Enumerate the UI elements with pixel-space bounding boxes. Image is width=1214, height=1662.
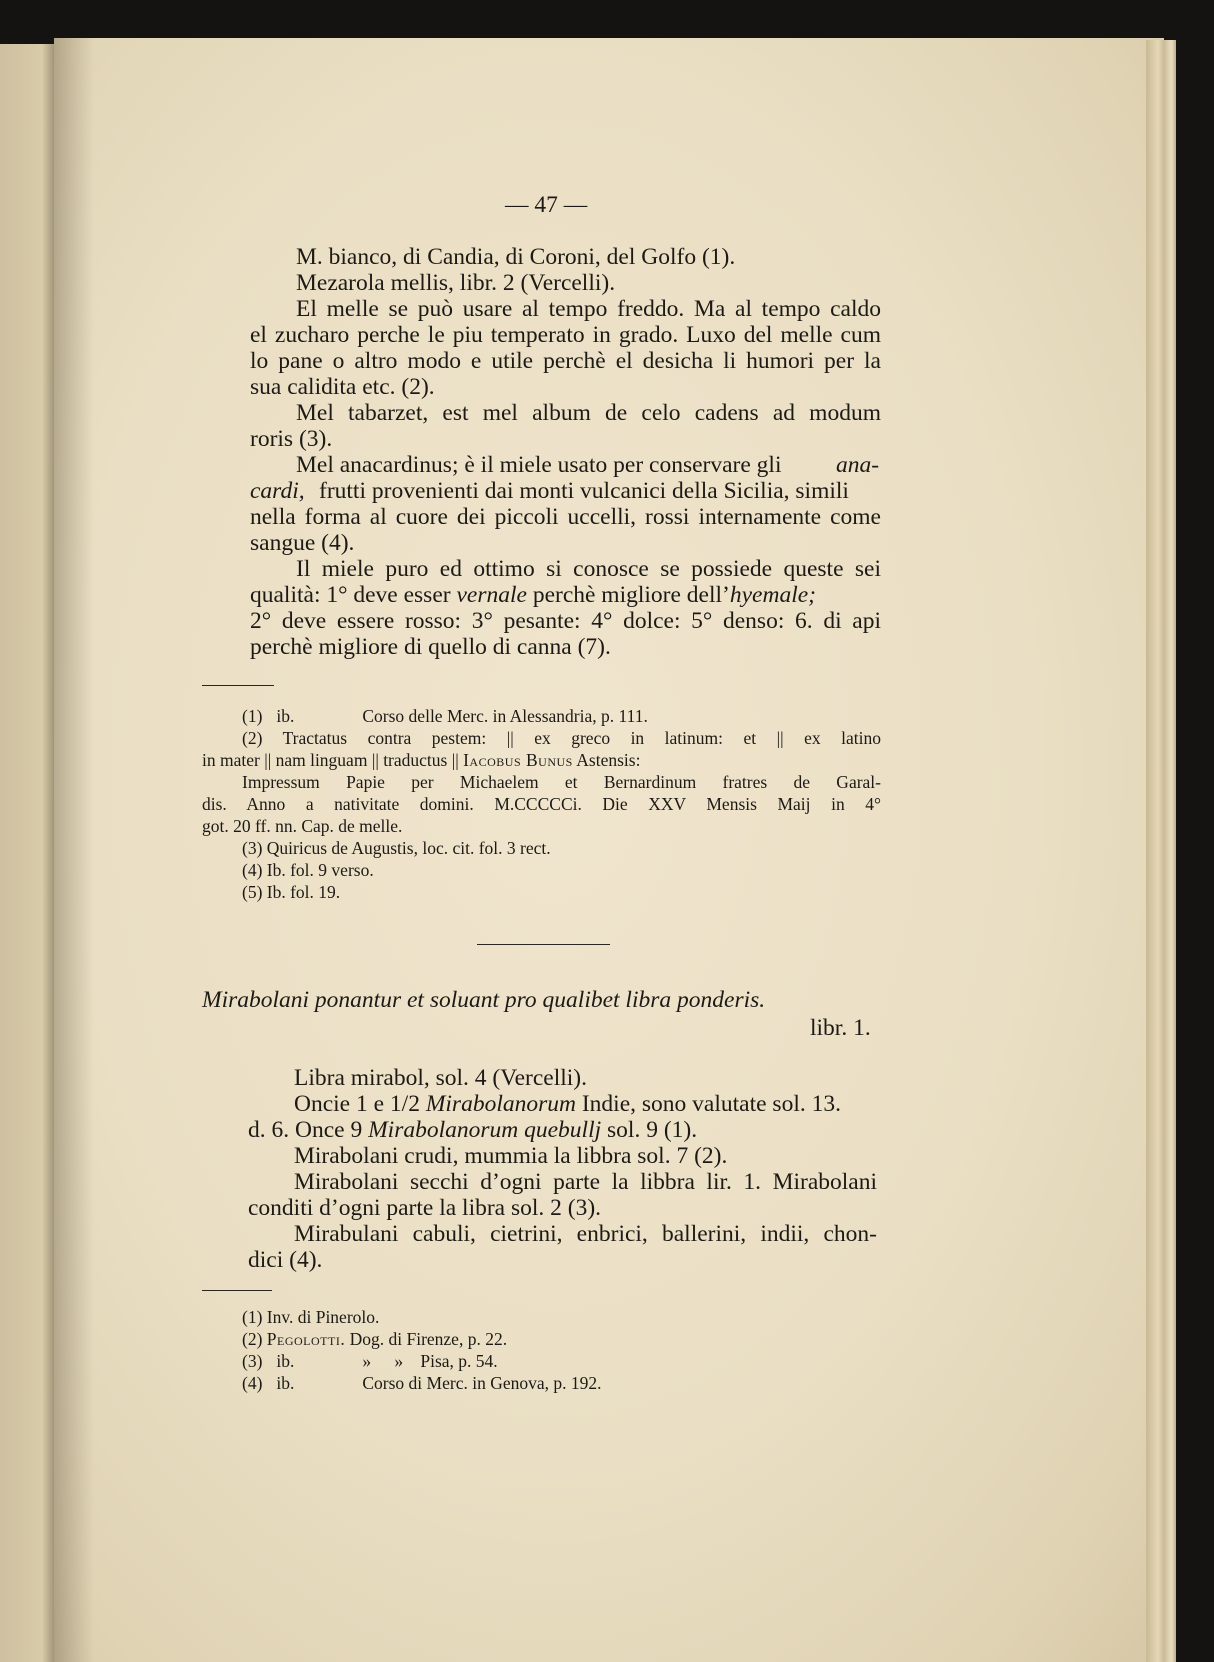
italic-term: vernale [456,582,527,608]
footnote-line: (1) Inv. di Pinerolo. [242,1307,380,1327]
footnote-line: (3) Quiricus de Augustis, loc. cit. fol. 3 rect. [242,838,551,858]
italic-term: cardi, [250,478,305,504]
text-line: frutti provenienti dai monti vulcanici della Sicilia, simili [319,478,849,504]
footnote-line: (4) ib. Corso di Merc. in Genova, p. 192. [242,1373,602,1393]
facing-page-edge [0,44,60,1662]
text-line [836,452,879,478]
text-line [250,478,305,504]
gutter-shadow [54,38,94,1662]
footnote-line: (4) Ib. fol. 9 verso. [242,860,374,880]
italic-term: Mirabolanorum quebullj [368,1117,602,1143]
heading-value: libr. 1. [810,1015,871,1041]
text-line: Mirabolani secchi d’ogni parte la libbra lir. 1. Mirabolani [294,1169,877,1195]
text-line: conditi d’ogni parte la libra sol. 2 (3). [248,1195,602,1221]
text-line: M. bianco, di Candia, di Coroni, del Golfo (1). [296,244,736,270]
footnote-line: (3) ib. » » Pisa, p. 54. [242,1351,498,1371]
section-divider [477,944,610,945]
footnote-line: got. 20 ff. nn. Cap. de melle. [202,816,403,836]
text-line: sua calidita etc. (2). [250,374,435,400]
text-line: roris (3). [250,426,333,452]
text-line: dici (4). [248,1247,323,1273]
text-line: Mezarola mellis, libr. 2 (Vercelli). [296,270,616,296]
footnote-line: Impressum Papie per Michaelem et Bernardinum fratres de Garal- [242,772,881,792]
italic-term: hyemale; [729,582,816,608]
footnote-line: in mater || nam linguam || traductus || Iacobus Bunus Astensis: [202,750,641,770]
footnote-line: (1) ib. Corso delle Merc. in Alessandria, p. 111. [242,706,648,726]
page-stack-edge [1146,40,1176,1662]
text-line: Il miele puro ed ottimo si conosce se possiede queste sei [296,556,881,582]
footnote-rule [202,685,274,686]
page-number: — 47 — [505,192,588,218]
footnote-line: (2) Tractatus contra pestem: || ex greco in latinum: et || ex latino [242,728,881,748]
footnote-line: (5) Ib. fol. 19. [242,882,341,902]
section-heading: Mirabolani ponantur et soluant pro qualibet libra ponderis. [202,987,766,1013]
text-line: Mel anacardinus; è il miele usato per conservare gli [296,452,782,478]
text-line: el zucharo perche le piu temperato in grado. Luxo del melle cum [250,322,881,348]
text-line: sangue (4). [250,530,355,556]
text-line: perchè migliore di quello di canna (7). [250,634,611,660]
text-line: Mirabolani crudi, mummia la libbra sol. 7 (2). [294,1143,728,1169]
footnote-line: (2) Pegolotti. Dog. di Firenze, p. 22. [242,1329,508,1349]
italic-term: ana- [836,452,880,478]
text-line: nella forma al cuore dei piccoli uccelli, rossi internamente come [250,504,881,530]
text-line: El melle se può usare al tempo freddo. Ma al tempo caldo [296,296,881,322]
text-line: Mel tabarzet, est mel album de celo cadens ad modum [296,400,881,426]
text-line: Oncie 1 e 1/2 Mirabolanorum Indie, sono valutate sol. 13. [294,1091,841,1117]
text-line: qualità: 1° deve esser vernale perchè migliore dell’hyemale; [250,582,816,608]
footnote-line: dis. Anno a nativitate domini. M.CCCCCi. Die XXV Mensis Maij in 4° [202,794,881,814]
text-line: 2° deve essere rosso: 3° pesante: 4° dolce: 5° denso: 6. di api [250,608,881,634]
footnote-rule [202,1290,272,1291]
text-line: lo pane o altro modo e utile perchè el desicha li humori per la [250,348,881,374]
text-line: Mirabulani cabuli, cietrini, enbrici, ballerini, indii, chon- [294,1221,877,1247]
text-line: Libra mirabol, sol. 4 (Vercelli). [294,1065,588,1091]
italic-term: Mirabolanorum [425,1091,576,1117]
text-line: d. 6. Once 9 Mirabolanorum quebullj sol. 9 (1). [248,1117,698,1143]
